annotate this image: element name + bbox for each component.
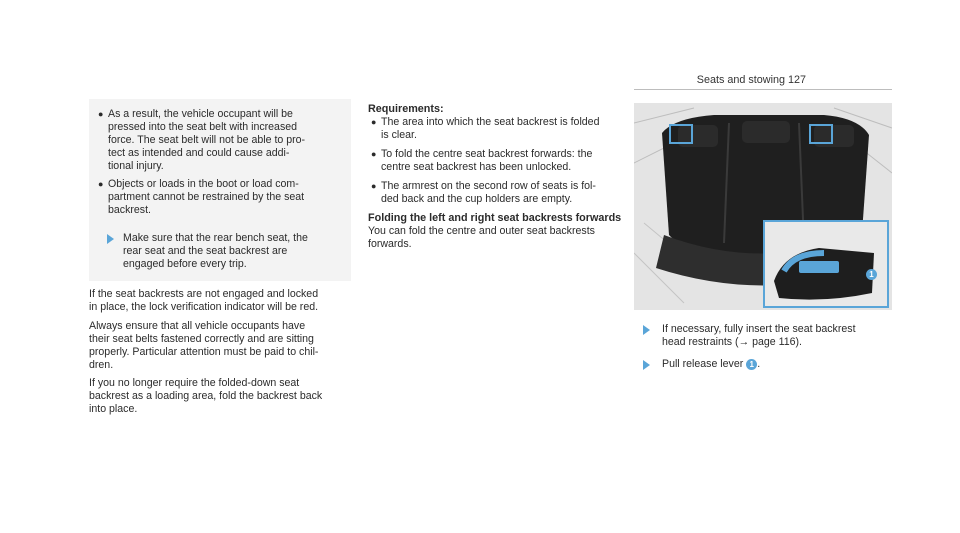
bullet-line: tect as intended and could cause addi- bbox=[108, 147, 290, 159]
warning-box bbox=[89, 99, 351, 281]
figure-callout-1: 1 bbox=[866, 269, 877, 280]
step-line: head restraints (→ page 116). bbox=[662, 336, 802, 348]
req-line: ded back and the cup holders are empty. bbox=[381, 193, 573, 205]
middle-column bbox=[368, 103, 628, 251]
action-arrow-icon bbox=[643, 360, 650, 370]
intro-line: You can fold the centre and outer seat backrests bbox=[368, 225, 595, 237]
action-arrow-icon bbox=[107, 234, 114, 244]
bullet-line: pressed into the seat belt with increased bbox=[108, 121, 298, 133]
bullet-icon: ● bbox=[98, 179, 104, 189]
left-column bbox=[89, 99, 351, 281]
para-line: dren. bbox=[89, 359, 114, 371]
step-line: If necessary, fully insert the seat backrest bbox=[662, 323, 856, 335]
warning-bullets bbox=[95, 108, 345, 217]
bullet-line: partment cannot be restrained by the seat bbox=[108, 191, 305, 203]
para-line: If you no longer require the folded-down seat bbox=[89, 377, 300, 389]
rear-seat-figure bbox=[634, 103, 892, 310]
bullet-line: force. The seat belt will not be able to pro- bbox=[108, 134, 306, 146]
requirement-item bbox=[368, 148, 628, 174]
header-rule bbox=[634, 89, 892, 90]
rear-seat-illustration bbox=[634, 103, 892, 310]
warning-bullet bbox=[95, 178, 345, 217]
step-pull-lever bbox=[634, 358, 920, 371]
requirement-item bbox=[368, 116, 628, 142]
paragraph-lock-indicator bbox=[89, 288, 354, 314]
para-line: into place. bbox=[89, 403, 138, 415]
running-header: Seats and stowing bbox=[696, 74, 785, 86]
para-line: If the seat backrests are not engaged and locked bbox=[89, 288, 319, 300]
section-intro bbox=[368, 225, 628, 251]
paragraph-fold-back bbox=[89, 377, 354, 416]
req-line: The armrest on the second row of seats is fol- bbox=[381, 180, 596, 192]
bullet-icon: ● bbox=[371, 149, 377, 159]
bullet-line: As a result, the vehicle occupant will be bbox=[108, 108, 293, 120]
requirements-list bbox=[368, 116, 628, 206]
bullet-icon: ● bbox=[371, 117, 377, 127]
para-line: Always ensure that all vehicle occupants have bbox=[89, 320, 306, 332]
action-line: rear seat and the seat backrest are bbox=[123, 245, 288, 257]
action-arrow-icon bbox=[643, 325, 650, 335]
warning-bullet bbox=[95, 108, 345, 173]
section-title: Folding the left and right seat backrests forwards bbox=[368, 212, 622, 224]
step-suffix: . bbox=[757, 358, 761, 370]
intro-line: forwards. bbox=[368, 238, 412, 250]
req-line: is clear. bbox=[381, 129, 417, 141]
bullet-line: backrest. bbox=[108, 204, 151, 216]
bullet-icon: ● bbox=[98, 109, 104, 119]
para-line: in place, the lock verification indicator will be red. bbox=[89, 301, 319, 313]
paragraph-seat-belts bbox=[89, 320, 354, 372]
para-line: backrest as a loading area, fold the backrest back bbox=[89, 390, 323, 402]
step-insert-head-restraints bbox=[634, 323, 920, 349]
step-text: Pull release lever bbox=[662, 358, 744, 370]
bullet-line: tional injury. bbox=[108, 160, 164, 172]
action-line: engaged before every trip. bbox=[123, 258, 247, 270]
para-line: their seat belts fastened correctly and are sitting bbox=[89, 333, 314, 345]
req-line: centre seat backrest has been unlocked. bbox=[381, 161, 572, 173]
bullet-line: Objects or loads in the boot or load com- bbox=[108, 178, 299, 190]
req-line: The area into which the seat backrest is folded bbox=[381, 116, 600, 128]
bullet-icon: ● bbox=[371, 181, 377, 191]
req-line: To fold the centre seat backrest forwards: the bbox=[381, 148, 593, 160]
para-line: properly. Particular attention must be paid to chil- bbox=[89, 346, 319, 358]
page-number: 127 bbox=[788, 74, 807, 86]
requirement-item bbox=[368, 180, 628, 206]
requirements-title: Requirements: bbox=[368, 103, 444, 115]
action-step bbox=[95, 222, 345, 275]
action-line: Make sure that the rear bench seat, the bbox=[123, 232, 308, 244]
callout-1-icon: 1 bbox=[746, 359, 757, 370]
